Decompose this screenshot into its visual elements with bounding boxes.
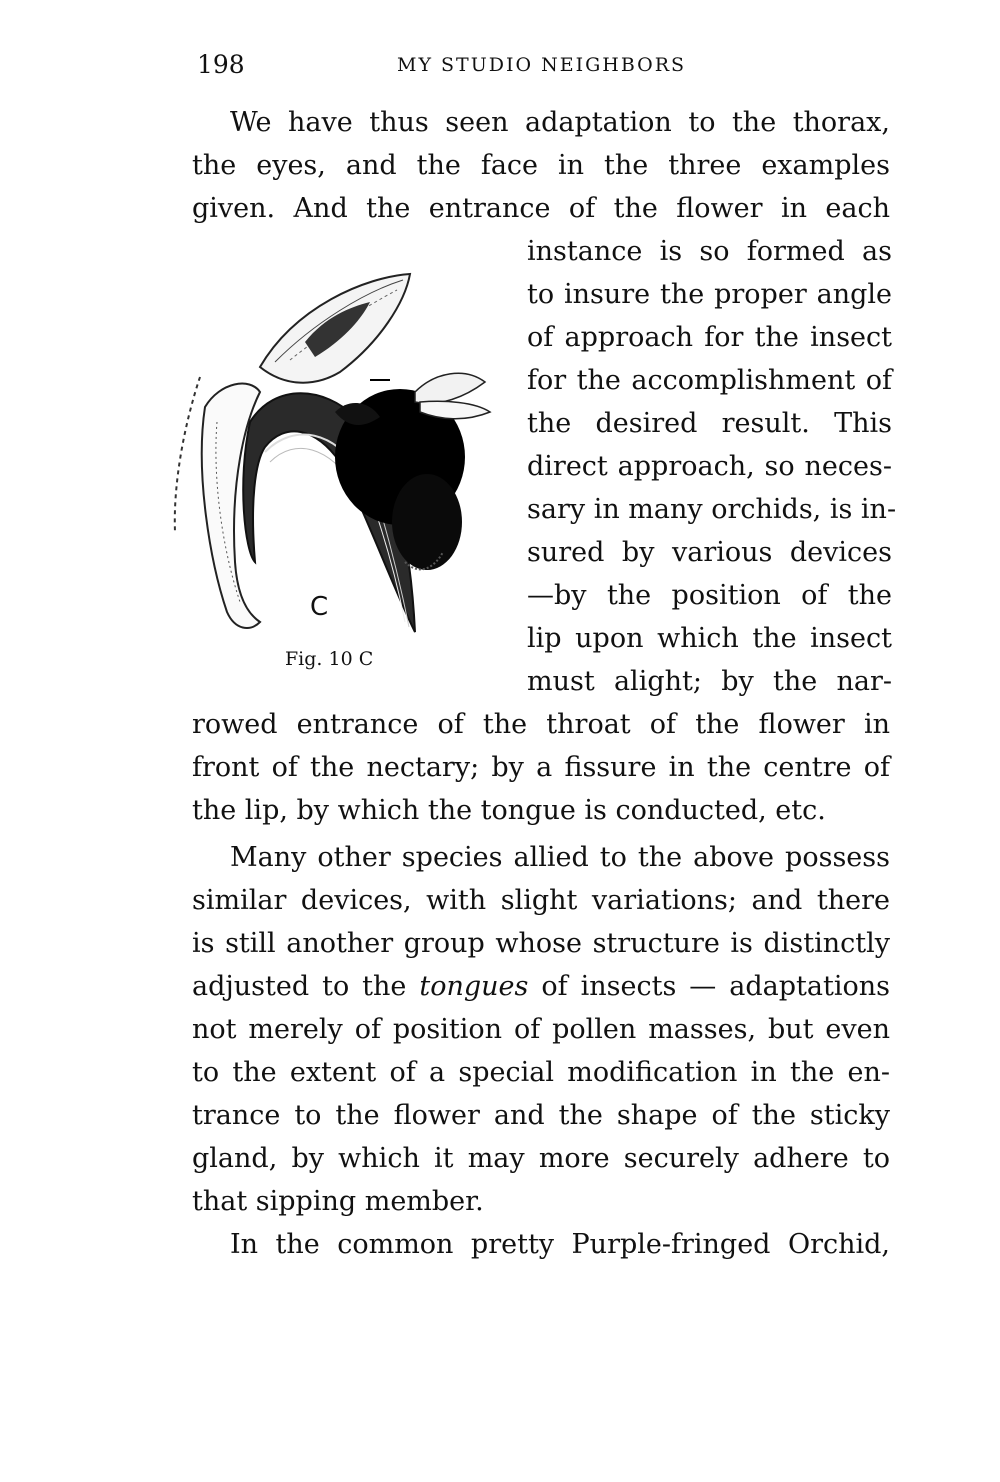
text-line: the lip, by which the tongue is conducted, etc.: [192, 795, 826, 826]
text-line: —by the position of the: [527, 580, 892, 611]
text-line: sured by various devices: [527, 537, 892, 568]
text-line: sary in many orchids, is in-: [527, 494, 897, 525]
text-line: to the extent of a special modification in the en-: [192, 1057, 890, 1088]
orchid-illustration: [165, 262, 505, 682]
figure-caption: Fig. 10 C: [285, 648, 374, 670]
text-line: the eyes, and the face in the three examples: [192, 150, 890, 181]
text-line: must alight; by the nar-: [527, 666, 892, 697]
text-line: gland, by which it may more securely adhere to: [192, 1143, 890, 1174]
text-line: similar devices, with slight variations; and there: [192, 885, 890, 916]
text-line: direct approach, so neces-: [527, 451, 892, 482]
text-line: instance is so formed as: [527, 236, 892, 267]
text-line: trance to the flower and the shape of the sticky: [192, 1100, 890, 1131]
text-line: that sipping member.: [192, 1186, 484, 1217]
text-line: lip upon which the insect: [527, 623, 892, 654]
text-line: given. And the entrance of the flower in each: [192, 193, 890, 224]
text-line: the desired result. This: [527, 408, 892, 439]
text-line: front of the nectary; by a fissure in the centre of: [192, 752, 890, 783]
text-line: rowed entrance of the throat of the flower in: [192, 709, 890, 740]
text-run: of insects — adaptations: [541, 971, 890, 1002]
text-run: adjusted to the: [192, 971, 407, 1002]
text-line: In the common pretty Purple-fringed Orchid,: [230, 1229, 890, 1260]
text-line: for the accomplishment of: [527, 365, 892, 396]
running-head: MY STUDIO NEIGHBORS: [397, 54, 687, 76]
text-line: not merely of position of pollen masses, but even: [192, 1014, 890, 1045]
italic-word: tongues: [419, 971, 529, 1002]
text-line: We have thus seen adaptation to the thorax,: [230, 107, 890, 138]
text-line: of approach for the insect: [527, 322, 892, 353]
orchid-bee-icon: [165, 262, 505, 682]
text-line: is still another group whose structure is distinctly: [192, 928, 890, 959]
text-line: to insure the proper angle: [527, 279, 892, 310]
figure-label: C: [310, 592, 329, 622]
text-line: [192, 967, 890, 1007]
page-number: 198: [197, 50, 245, 79]
page-header: [0, 50, 1000, 80]
text-line: Many other species allied to the above possess: [230, 842, 890, 873]
